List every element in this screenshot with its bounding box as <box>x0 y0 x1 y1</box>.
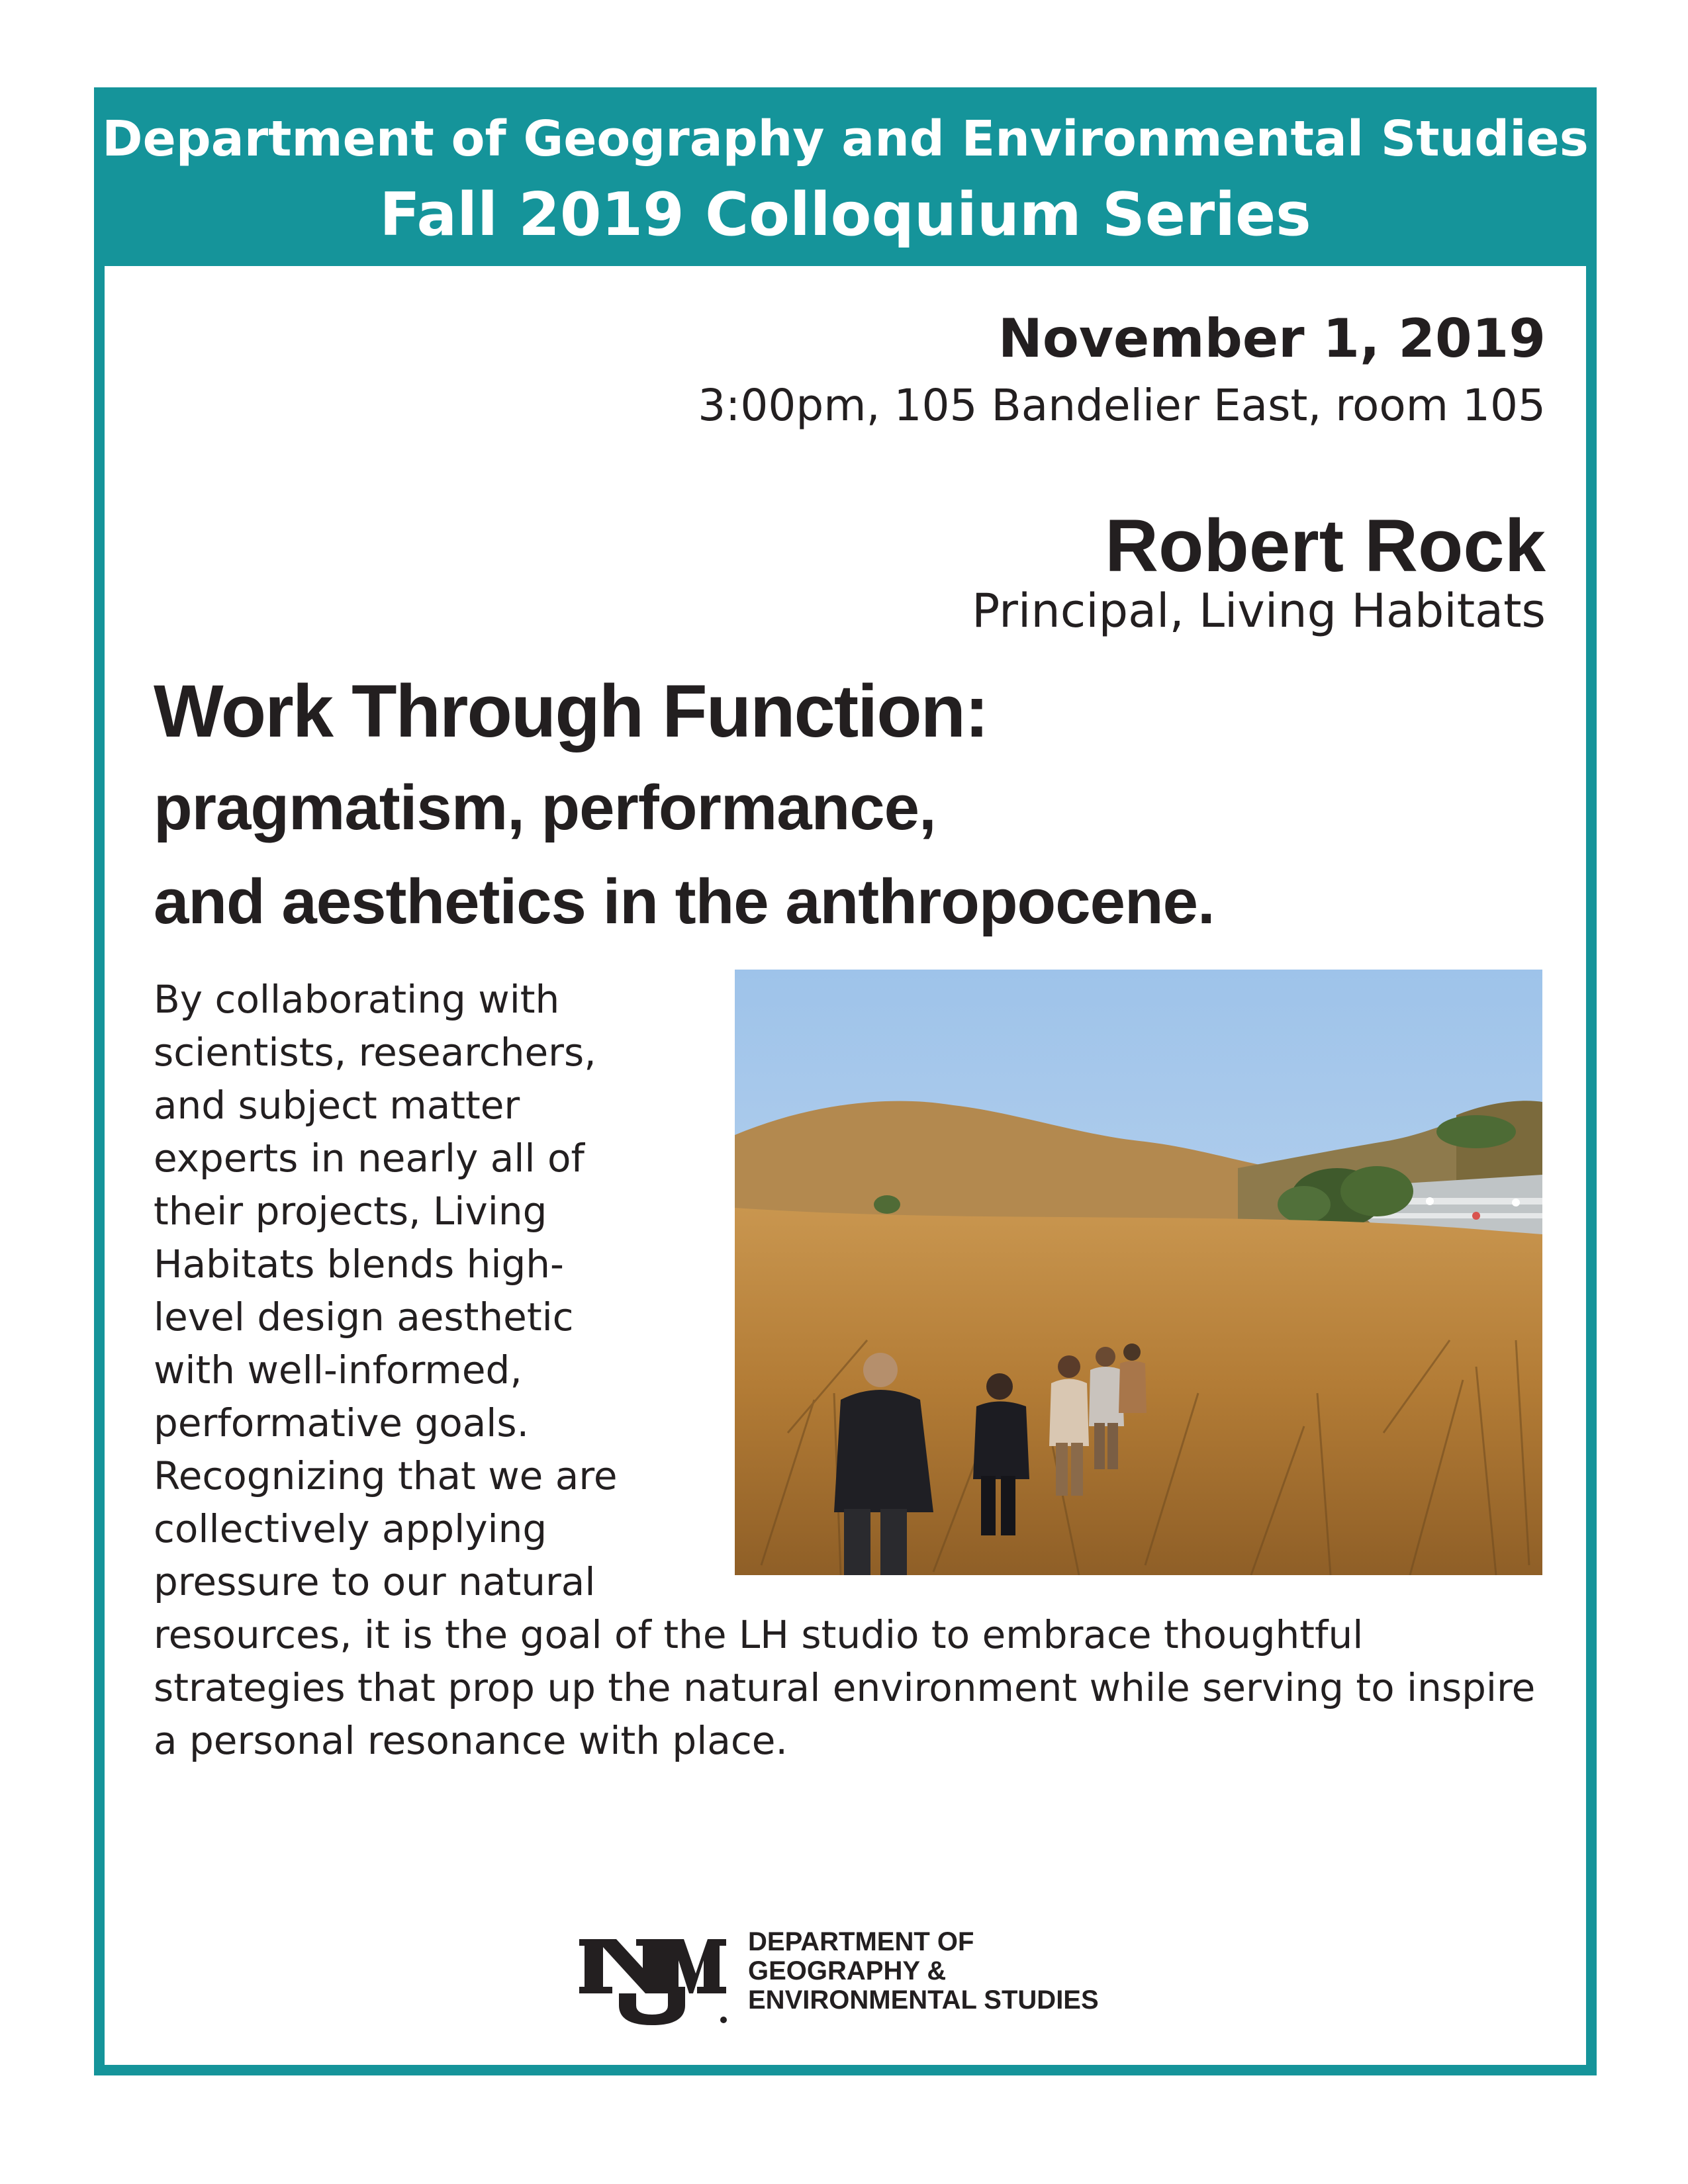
event-time-location: 3:00pm, 105 Bandelier East, room 105 <box>698 380 1546 431</box>
talk-subtitle-line-1: pragmatism, performance, <box>154 772 936 843</box>
speaker-affiliation: Principal, Living Habitats <box>972 584 1546 638</box>
series-heading: Fall 2019 Colloquium Series <box>379 180 1311 250</box>
field-photo-illustration <box>735 970 1542 1575</box>
logo-text-line-2: GEOGRAPHY & <box>748 1956 947 1985</box>
talk-subtitle-line-2: and aesthetics in the anthropocene. <box>154 866 1215 937</box>
header-banner <box>94 87 1597 266</box>
unm-department-logo <box>579 1927 1122 2033</box>
field-photo <box>735 970 1542 1575</box>
abstract-text: By collaborating with scientists, researchers, and subject matter experts in nearly all of their projects, Living Habitats blends high-level design aesthetic with well-informed, performative goals. Recognizing that we are collectively applying pressure to our natural resources, it is the goal of the LH studio to embrace thoughtful strategies that prop up the natural environment while serving to inspire a personal resonance with place. <box>154 977 1536 1763</box>
talk-title-block <box>154 662 1477 949</box>
department-heading: Department of Geography and Environmental Studies <box>102 111 1589 167</box>
logo-text-line-3: ENVIRONMENTAL STUDIES <box>748 1985 1099 2015</box>
unm-logo-icon <box>579 1927 731 2026</box>
event-date: November 1, 2019 <box>998 308 1546 369</box>
logo-text-block <box>748 1927 1099 2015</box>
speaker-name: Robert Rock <box>1105 504 1546 587</box>
logo-text-line-1: DEPARTMENT OF <box>748 1927 974 1956</box>
talk-title: Work Through Function: <box>154 670 988 752</box>
